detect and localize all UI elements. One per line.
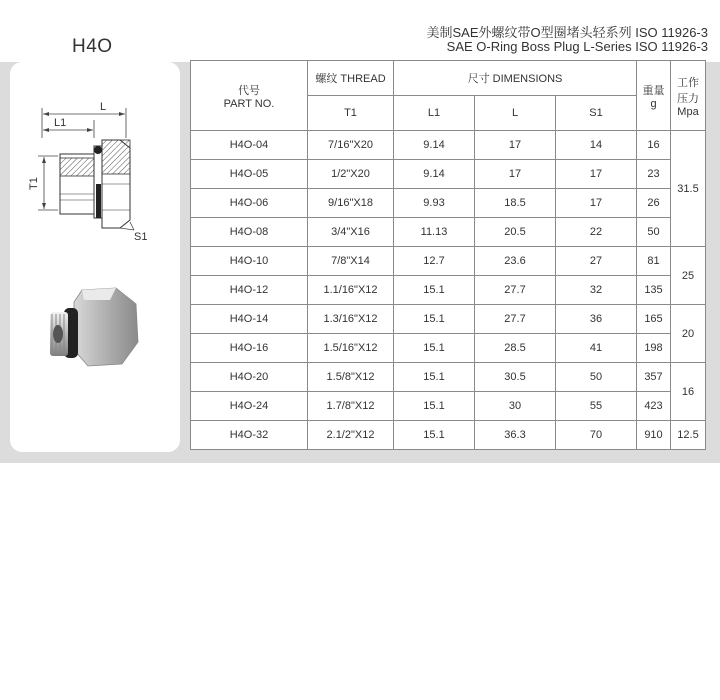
- header-pressure-l1: 工作: [677, 76, 699, 89]
- table-row: [191, 392, 706, 421]
- cell-weight: 165: [637, 305, 671, 334]
- table-row: [191, 131, 706, 160]
- cell-pressure: 16: [671, 363, 706, 421]
- cell-pressure: 20: [671, 305, 706, 363]
- cell-l: 36.3: [475, 421, 556, 450]
- header-weight: [637, 61, 671, 131]
- cell-l1: 15.1: [394, 392, 475, 421]
- table-row: [191, 363, 706, 392]
- cell-s1: 14: [556, 131, 637, 160]
- cell-s1: 55: [556, 392, 637, 421]
- cell-s1: 41: [556, 334, 637, 363]
- cell-l1: 15.1: [394, 421, 475, 450]
- cell-l: 23.6: [475, 247, 556, 276]
- cell-t1: 1.3/16"X12: [308, 305, 394, 334]
- cell-l: 18.5: [475, 189, 556, 218]
- cell-l: 30: [475, 392, 556, 421]
- cell-t1: 1.5/8"X12: [308, 363, 394, 392]
- header-weight-unit: g: [650, 97, 657, 110]
- table-row: [191, 276, 706, 305]
- table-row: [191, 305, 706, 334]
- cell-s1: 36: [556, 305, 637, 334]
- cell-l: 17: [475, 160, 556, 189]
- cell-s1: 50: [556, 363, 637, 392]
- cell-l1: 11.13: [394, 218, 475, 247]
- cell-l: 17: [475, 131, 556, 160]
- cell-pressure: 31.5: [671, 131, 706, 247]
- cell-l1: 15.1: [394, 276, 475, 305]
- cell-t1: 1.7/8"X12: [308, 392, 394, 421]
- header-weight-cn: 重量: [642, 84, 665, 97]
- table-row: [191, 218, 706, 247]
- header-l1: L1: [394, 96, 475, 131]
- cell-part: H4O-32: [191, 421, 308, 450]
- cell-part: H4O-12: [191, 276, 308, 305]
- cell-l1: 9.14: [394, 160, 475, 189]
- spec-table: [190, 60, 706, 450]
- product-code: H4O: [72, 36, 113, 57]
- cell-s1: 17: [556, 160, 637, 189]
- cell-l1: 12.7: [394, 247, 475, 276]
- cell-pressure: 12.5: [671, 421, 706, 450]
- cell-part: H4O-06: [191, 189, 308, 218]
- header-part-cn: 代号: [238, 84, 260, 97]
- cell-s1: 27: [556, 247, 637, 276]
- cell-weight: 23: [637, 160, 671, 189]
- cell-s1: 70: [556, 421, 637, 450]
- cell-l1: 15.1: [394, 363, 475, 392]
- header-pressure-l2: 压力: [677, 92, 699, 105]
- header-part-no: [191, 61, 308, 131]
- cell-l1: 15.1: [394, 334, 475, 363]
- header-pressure-l3: Mpa: [677, 105, 699, 118]
- cell-weight: 50: [637, 218, 671, 247]
- table-row: [191, 421, 706, 450]
- header-t1: T1: [308, 96, 394, 131]
- cell-s1: 32: [556, 276, 637, 305]
- cell-weight: 423: [637, 392, 671, 421]
- label-l1: L1: [54, 117, 67, 129]
- cell-s1: 17: [556, 189, 637, 218]
- cell-t1: 9/16"X18: [308, 189, 394, 218]
- technical-drawing: [24, 98, 174, 248]
- cell-s1: 22: [556, 218, 637, 247]
- cell-l: 28.5: [475, 334, 556, 363]
- header-pressure: [671, 61, 706, 131]
- title-english: SAE O-Ring Boss Plug L-Series ISO 11926-3: [446, 39, 708, 54]
- header-l: L: [475, 96, 556, 131]
- cell-part: H4O-10: [191, 247, 308, 276]
- cell-t1: 1.1/16"X12: [308, 276, 394, 305]
- header-part-en: PART NO.: [223, 97, 275, 110]
- cell-weight: 198: [637, 334, 671, 363]
- cell-t1: 7/16"X20: [308, 131, 394, 160]
- cell-l: 27.7: [475, 276, 556, 305]
- cell-weight: 16: [637, 131, 671, 160]
- table-row: [191, 160, 706, 189]
- cell-weight: 135: [637, 276, 671, 305]
- cell-weight: 357: [637, 363, 671, 392]
- cell-t1: 2.1/2"X12: [308, 421, 394, 450]
- cell-part: H4O-08: [191, 218, 308, 247]
- cell-l1: 15.1: [394, 305, 475, 334]
- table-row: [191, 334, 706, 363]
- cell-weight: 26: [637, 189, 671, 218]
- cell-part: H4O-16: [191, 334, 308, 363]
- cell-part: H4O-20: [191, 363, 308, 392]
- title-chinese: 美制SAE外螺纹带O型圈堵头轻系列 ISO 11926-3: [426, 25, 708, 40]
- cell-pressure: 25: [671, 247, 706, 305]
- product-photo: [44, 286, 140, 376]
- cell-part: H4O-14: [191, 305, 308, 334]
- cell-part: H4O-05: [191, 160, 308, 189]
- cell-l: 27.7: [475, 305, 556, 334]
- header-s1: S1: [556, 96, 637, 131]
- label-t1: T1: [28, 177, 40, 190]
- cell-l: 30.5: [475, 363, 556, 392]
- header-dimensions: 尺寸 DIMENSIONS: [394, 61, 637, 96]
- table-row: [191, 247, 706, 276]
- cell-t1: 7/8"X14: [308, 247, 394, 276]
- cell-t1: 1/2"X20: [308, 160, 394, 189]
- cell-t1: 1.5/16"X12: [308, 334, 394, 363]
- label-l: L: [100, 101, 107, 113]
- cell-part: H4O-24: [191, 392, 308, 421]
- cell-weight: 910: [637, 421, 671, 450]
- cell-weight: 81: [637, 247, 671, 276]
- cell-t1: 3/4"X16: [308, 218, 394, 247]
- header-thread: 螺纹 THREAD: [308, 61, 394, 96]
- cell-l1: 9.93: [394, 189, 475, 218]
- cell-l1: 9.14: [394, 131, 475, 160]
- table-row: [191, 189, 706, 218]
- cell-part: H4O-04: [191, 131, 308, 160]
- cell-l: 20.5: [475, 218, 556, 247]
- label-s1: S1: [134, 231, 148, 243]
